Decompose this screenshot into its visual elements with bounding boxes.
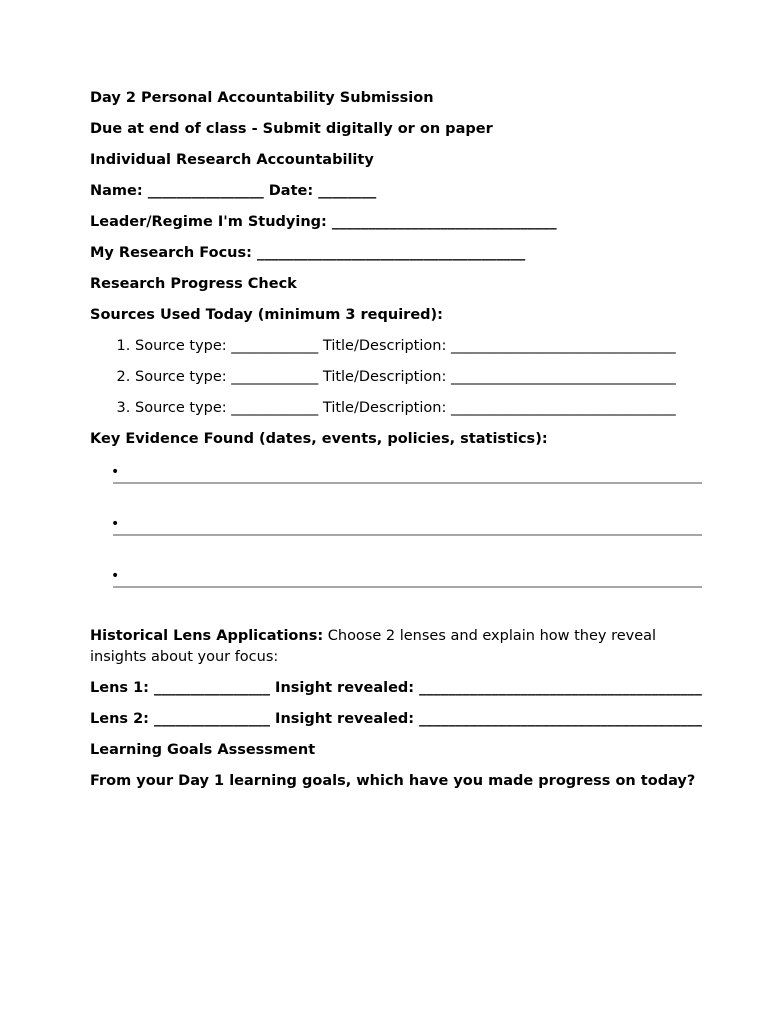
goals-question: From your Day 1 learning goals, which have you made progress on today? [90,773,696,789]
sources-heading: Sources Used Today (minimum 3 required): [90,307,443,323]
answer-line [113,482,702,484]
sources-list [90,336,702,419]
name-date-field: Name: ________________ Date: ________ [90,183,377,199]
answer-line [113,586,702,588]
research-focus-field: My Research Focus: _____________________________________ [90,245,526,261]
section-heading-progress: Research Progress Check [90,276,297,292]
leader-regime-field: Leader/Regime I'm Studying: _______________________________ [90,214,557,230]
section-heading-individual: Individual Research Accountability [90,152,374,168]
lens-heading: Historical Lens Applications: [90,628,324,644]
source-item: 3. Source type: ____________ Title/Description: _______________________________ [135,398,702,419]
evidence-item [90,512,702,564]
source-item: 1. Source type: ____________ Title/Description: _______________________________ [135,336,702,357]
answer-line [113,534,702,536]
source-item: 2. Source type: ____________ Title/Description: _______________________________ [135,367,702,388]
evidence-list [90,460,702,616]
lens-instructions-text: Choose 2 lenses and explain how they reveal insights about your focus: [90,628,657,665]
evidence-item [90,460,702,512]
evidence-item [90,564,702,616]
lens-1-field: Lens 1: ________________ Insight revealed: _______________________________________ [90,680,702,696]
lens-2-field: Lens 2: ________________ Insight revealed: _______________________________________ [90,711,702,727]
due-note: Due at end of class - Submit digitally or on paper [90,121,493,137]
bullet-icon: • [111,464,120,480]
evidence-heading: Key Evidence Found (dates, events, policies, statistics): [90,431,548,447]
worksheet [90,88,702,802]
document-title: Day 2 Personal Accountability Submission [90,90,434,106]
section-heading-goals: Learning Goals Assessment [90,742,316,758]
bullet-icon: • [111,568,120,584]
lens-instructions [90,626,702,668]
bullet-icon: • [111,516,120,532]
